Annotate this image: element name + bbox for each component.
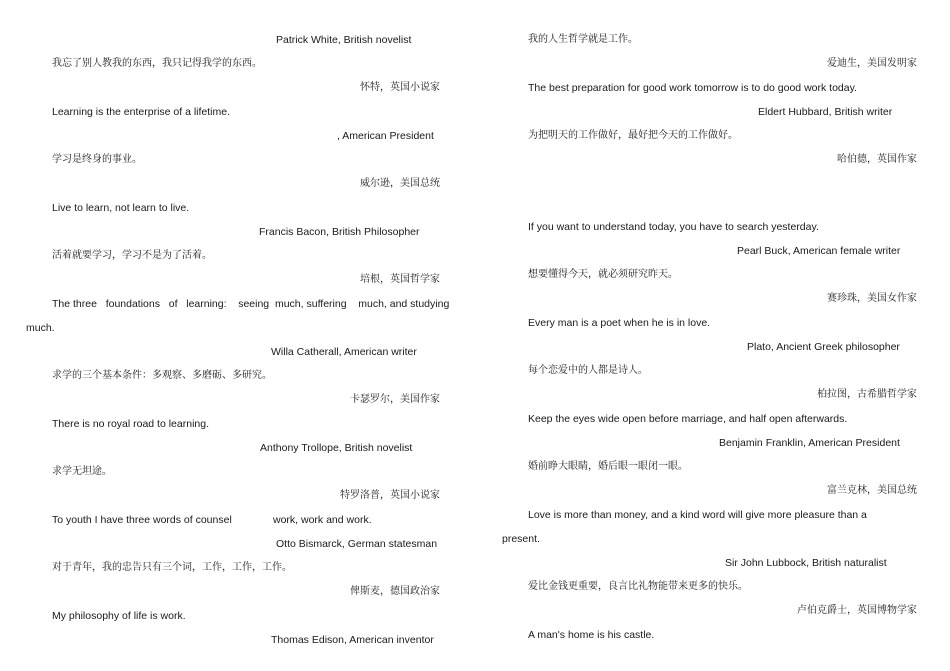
quote-author: Anthony Trollope, British novelist	[260, 442, 413, 454]
quote-english-continued: much.	[26, 322, 55, 334]
quote-author: Pearl Buck, American female writer	[737, 245, 901, 257]
quote-author: Otto Bismarck, German statesman	[276, 538, 438, 550]
quote-author-chinese: 哈伯德，英国作家	[837, 154, 917, 165]
quote-author: Willa Catherall, American writer	[271, 346, 417, 358]
quote-author: Thomas Edison, American inventor	[271, 634, 434, 646]
quote-english-part2: work, work and work.	[273, 514, 372, 526]
quote-english: The three foundations of learning: seeing much, suffering much, and studying	[52, 298, 450, 310]
quote-author-chinese: 特罗洛普，英国小说家	[340, 490, 440, 501]
quote-author: Sir John Lubbock, British naturalist	[725, 557, 887, 569]
quote-author-chinese: 富兰克林，美国总统	[827, 485, 917, 496]
quote-author: Francis Bacon, British Philosopher	[259, 226, 420, 238]
quote-english: Every man is a poet when he is in love.	[528, 317, 711, 329]
quote-english-continued: present.	[502, 533, 540, 545]
quote-english: The best preparation for good work tomorrow is to do good work today.	[528, 82, 857, 94]
quote-author: Benjamin Franklin, American President	[719, 437, 900, 449]
quote-chinese: 对于青年，我的忠告只有三个词，工作，工作，工作。	[52, 562, 292, 573]
quote-author-chinese: 威尔逊，美国总统	[360, 178, 440, 189]
quote-english: Keep the eyes wide open before marriage, and half open afterwards.	[528, 413, 848, 425]
quote-chinese: 学习是终身的事业。	[52, 154, 142, 165]
quote-author-chinese: 怀特，英国小说家	[360, 82, 440, 93]
quote-author-chinese: 赛珍珠，美国女作家	[827, 293, 917, 304]
quote-chinese: 我忘了别人教我的东西，我只记得我学的东西。	[52, 58, 262, 69]
quote-english: Love is more than money, and a kind word will give more pleasure than a	[528, 509, 867, 521]
quote-author: Plato, Ancient Greek philosopher	[747, 341, 900, 353]
quote-english: A man's home is his castle.	[528, 629, 655, 641]
quote-english: My philosophy of life is work.	[52, 610, 186, 622]
quote-english: Learning is the enterprise of a lifetime.	[52, 106, 231, 118]
quote-author: Eldert Hubbard, British writer	[758, 106, 893, 118]
quote-chinese: 我的人生哲学就是工作。	[528, 34, 638, 45]
quote-author-chinese: 卡瑟罗尔，美国作家	[350, 394, 440, 405]
quote-chinese: 想要懂得今天，就必须研究昨天。	[528, 269, 678, 280]
quote-english: Live to learn, not learn to live.	[52, 202, 190, 214]
quote-chinese: 活着就要学习，学习不是为了活着。	[52, 250, 212, 261]
quote-chinese: 求学的三个基本条件：多观察、多磨砺、多研究。	[52, 370, 272, 381]
quote-author-chinese: 卢伯克爵士，英国博物学家	[797, 605, 917, 616]
quote-author-chinese: 柏拉图，古希腊哲学家	[817, 389, 917, 400]
quote-chinese: 求学无坦途。	[52, 466, 112, 477]
quote-author-chinese: 爱迪生，美国发明家	[827, 58, 917, 69]
quote-english: If you want to understand today, you have to search yesterday.	[528, 221, 819, 233]
quote-author: , American President	[337, 130, 434, 142]
quote-chinese: 婚前睁大眼睛，婚后眼一眼闭一眼。	[528, 461, 688, 472]
quote-chinese: 每个恋爱中的人都是诗人。	[528, 365, 648, 376]
quote-english: To youth I have three words of counsel	[52, 514, 232, 526]
quote-english: There is no royal road to learning.	[52, 418, 210, 430]
quote-chinese: 为把明天的工作做好，最好把今天的工作做好。	[528, 130, 738, 141]
quote-chinese: 爱比金钱更重要，良言比礼物能带来更多的快乐。	[528, 581, 748, 592]
quote-author-chinese: 俾斯麦，德国政治家	[350, 586, 440, 597]
quote-author: Patrick White, British novelist	[276, 34, 412, 46]
quote-author-chinese: 培根，英国哲学家	[360, 274, 440, 285]
